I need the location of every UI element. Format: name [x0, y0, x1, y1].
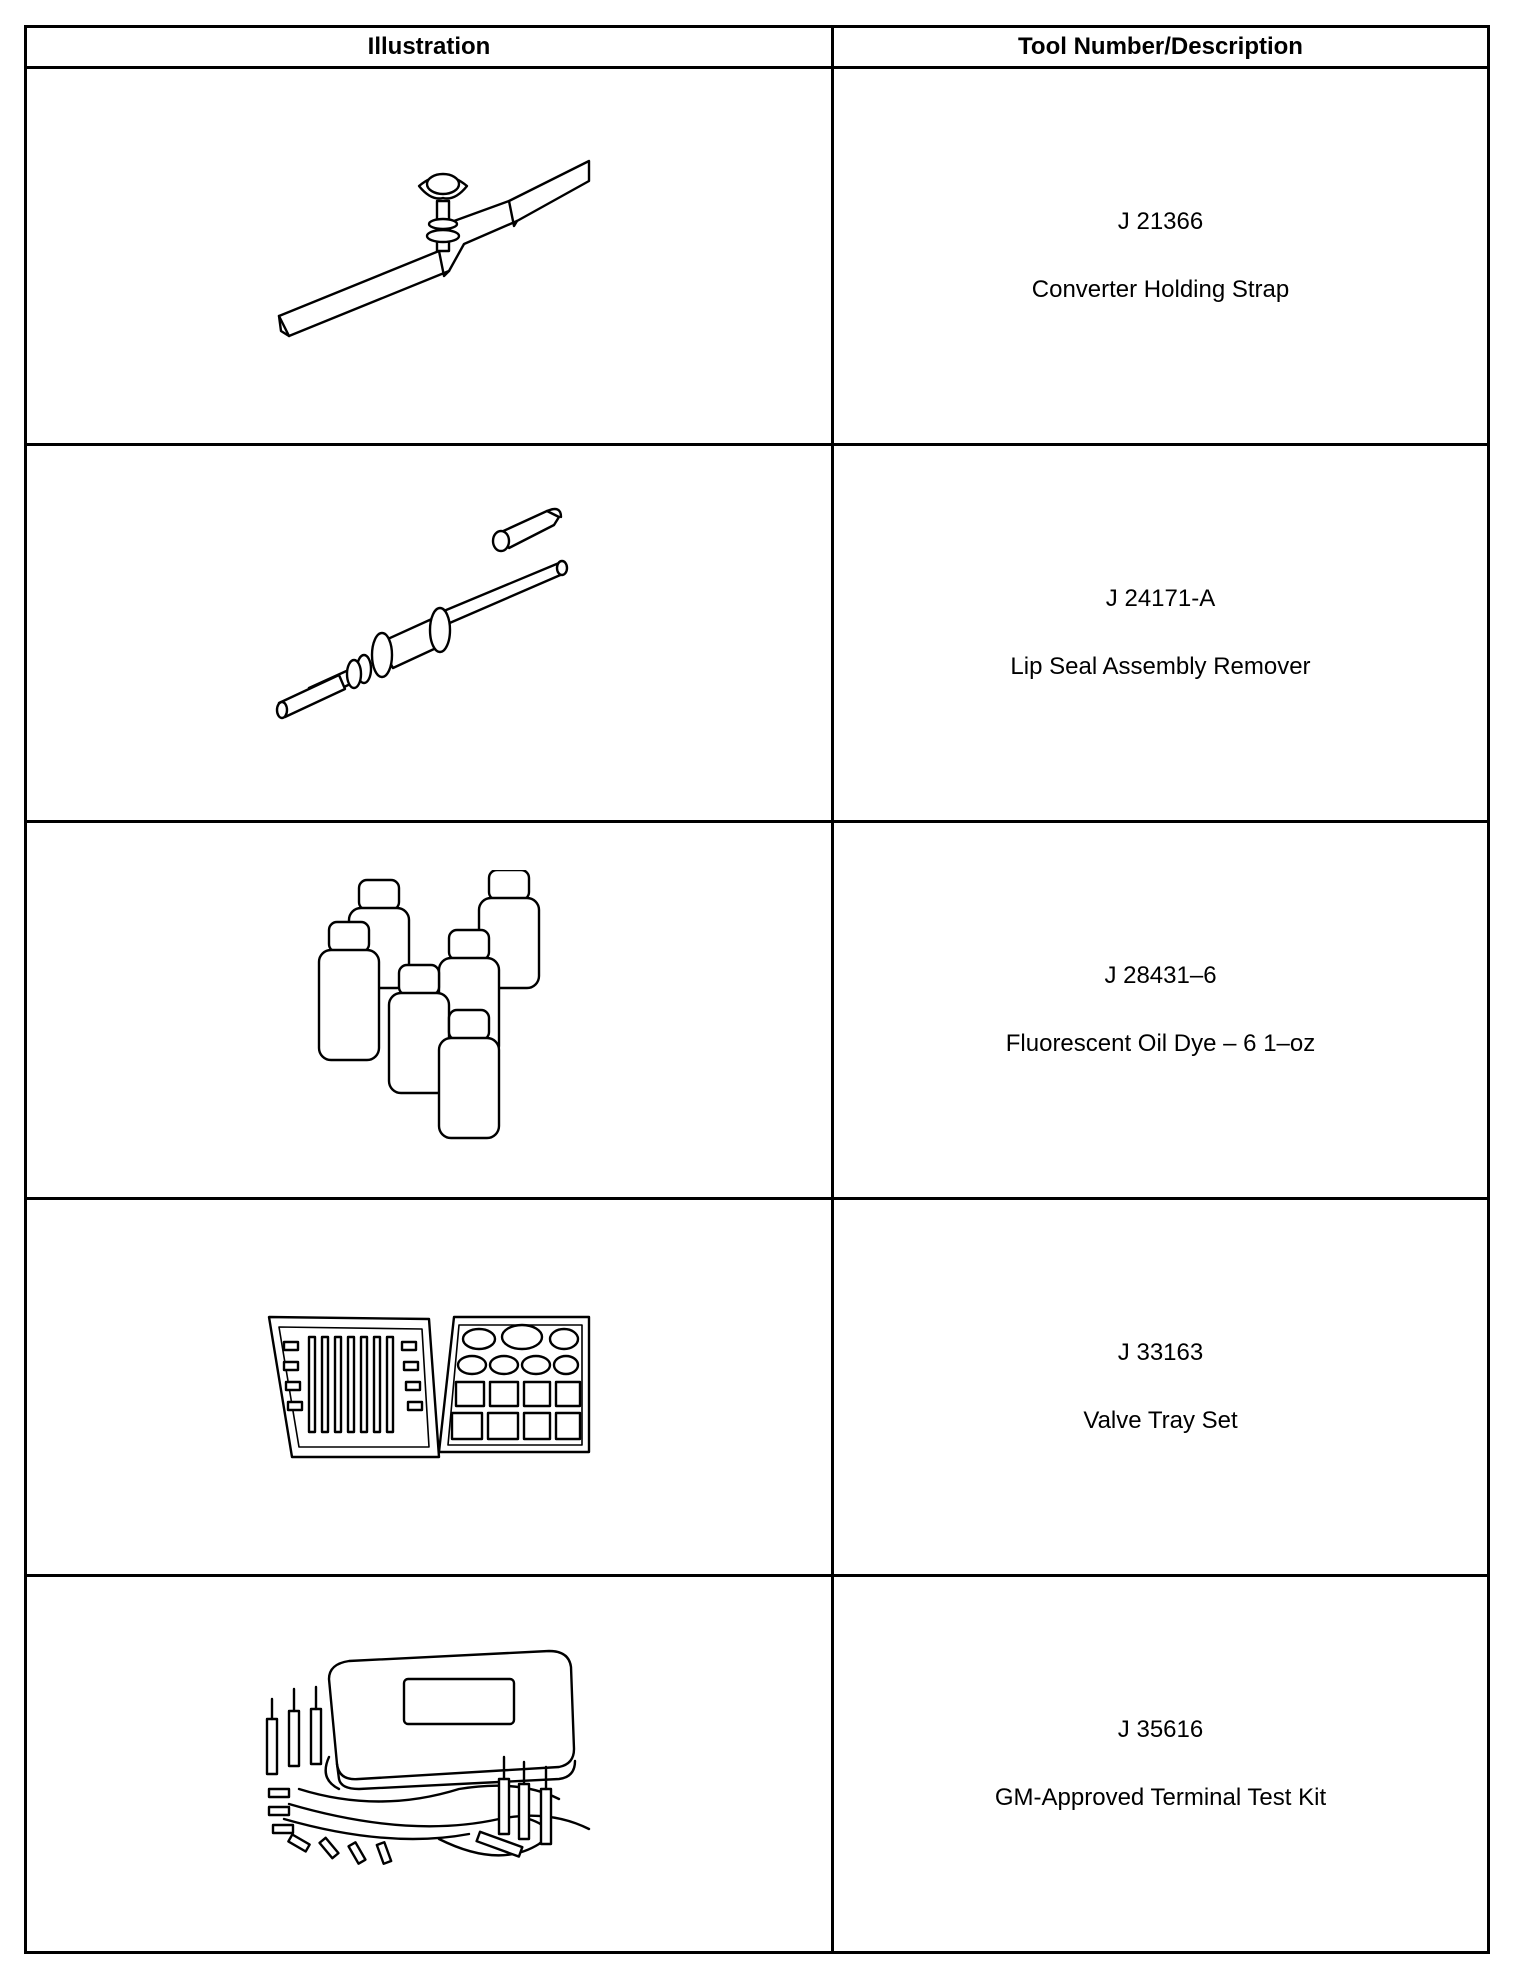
tool-number: J 24171-A	[1105, 585, 1216, 612]
table-row	[26, 68, 1489, 445]
tool-number: J 28431–6	[1104, 962, 1217, 989]
tool-number: J 21366	[1117, 208, 1204, 235]
terminal-test-kit-icon	[259, 1639, 599, 1889]
holding-strap-icon	[259, 126, 599, 386]
header-row	[26, 27, 1489, 68]
illustration-cell	[26, 822, 833, 1199]
description-cell	[833, 1199, 1489, 1576]
tool-description: Converter Holding Strap	[1031, 276, 1290, 303]
tool-description: Valve Tray Set	[1083, 1407, 1238, 1434]
description-cell	[833, 68, 1489, 445]
tool-description: Fluorescent Oil Dye – 6 1–oz	[1005, 1030, 1316, 1057]
illustration-cell	[26, 1199, 833, 1576]
description-header: Tool Number/Description	[833, 27, 1489, 68]
table-row	[26, 445, 1489, 822]
special-tools-table	[24, 25, 1490, 1954]
illustration-cell	[26, 1576, 833, 1953]
oil-dye-bottles-icon	[309, 870, 549, 1150]
valve-tray-icon	[264, 1307, 594, 1467]
description-cell	[833, 445, 1489, 822]
table-row	[26, 822, 1489, 1199]
tool-number: J 35616	[1117, 1716, 1204, 1743]
seal-remover-icon	[269, 503, 589, 763]
table-row	[26, 1576, 1489, 1953]
table-row	[26, 1199, 1489, 1576]
tool-description: GM-Approved Terminal Test Kit	[994, 1784, 1327, 1811]
tool-description: Lip Seal Assembly Remover	[1010, 653, 1311, 680]
tool-number: J 33163	[1117, 1339, 1204, 1366]
illustration-cell	[26, 445, 833, 822]
description-cell	[833, 1576, 1489, 1953]
description-cell	[833, 822, 1489, 1199]
illustration-header: Illustration	[26, 27, 833, 68]
illustration-cell	[26, 68, 833, 445]
